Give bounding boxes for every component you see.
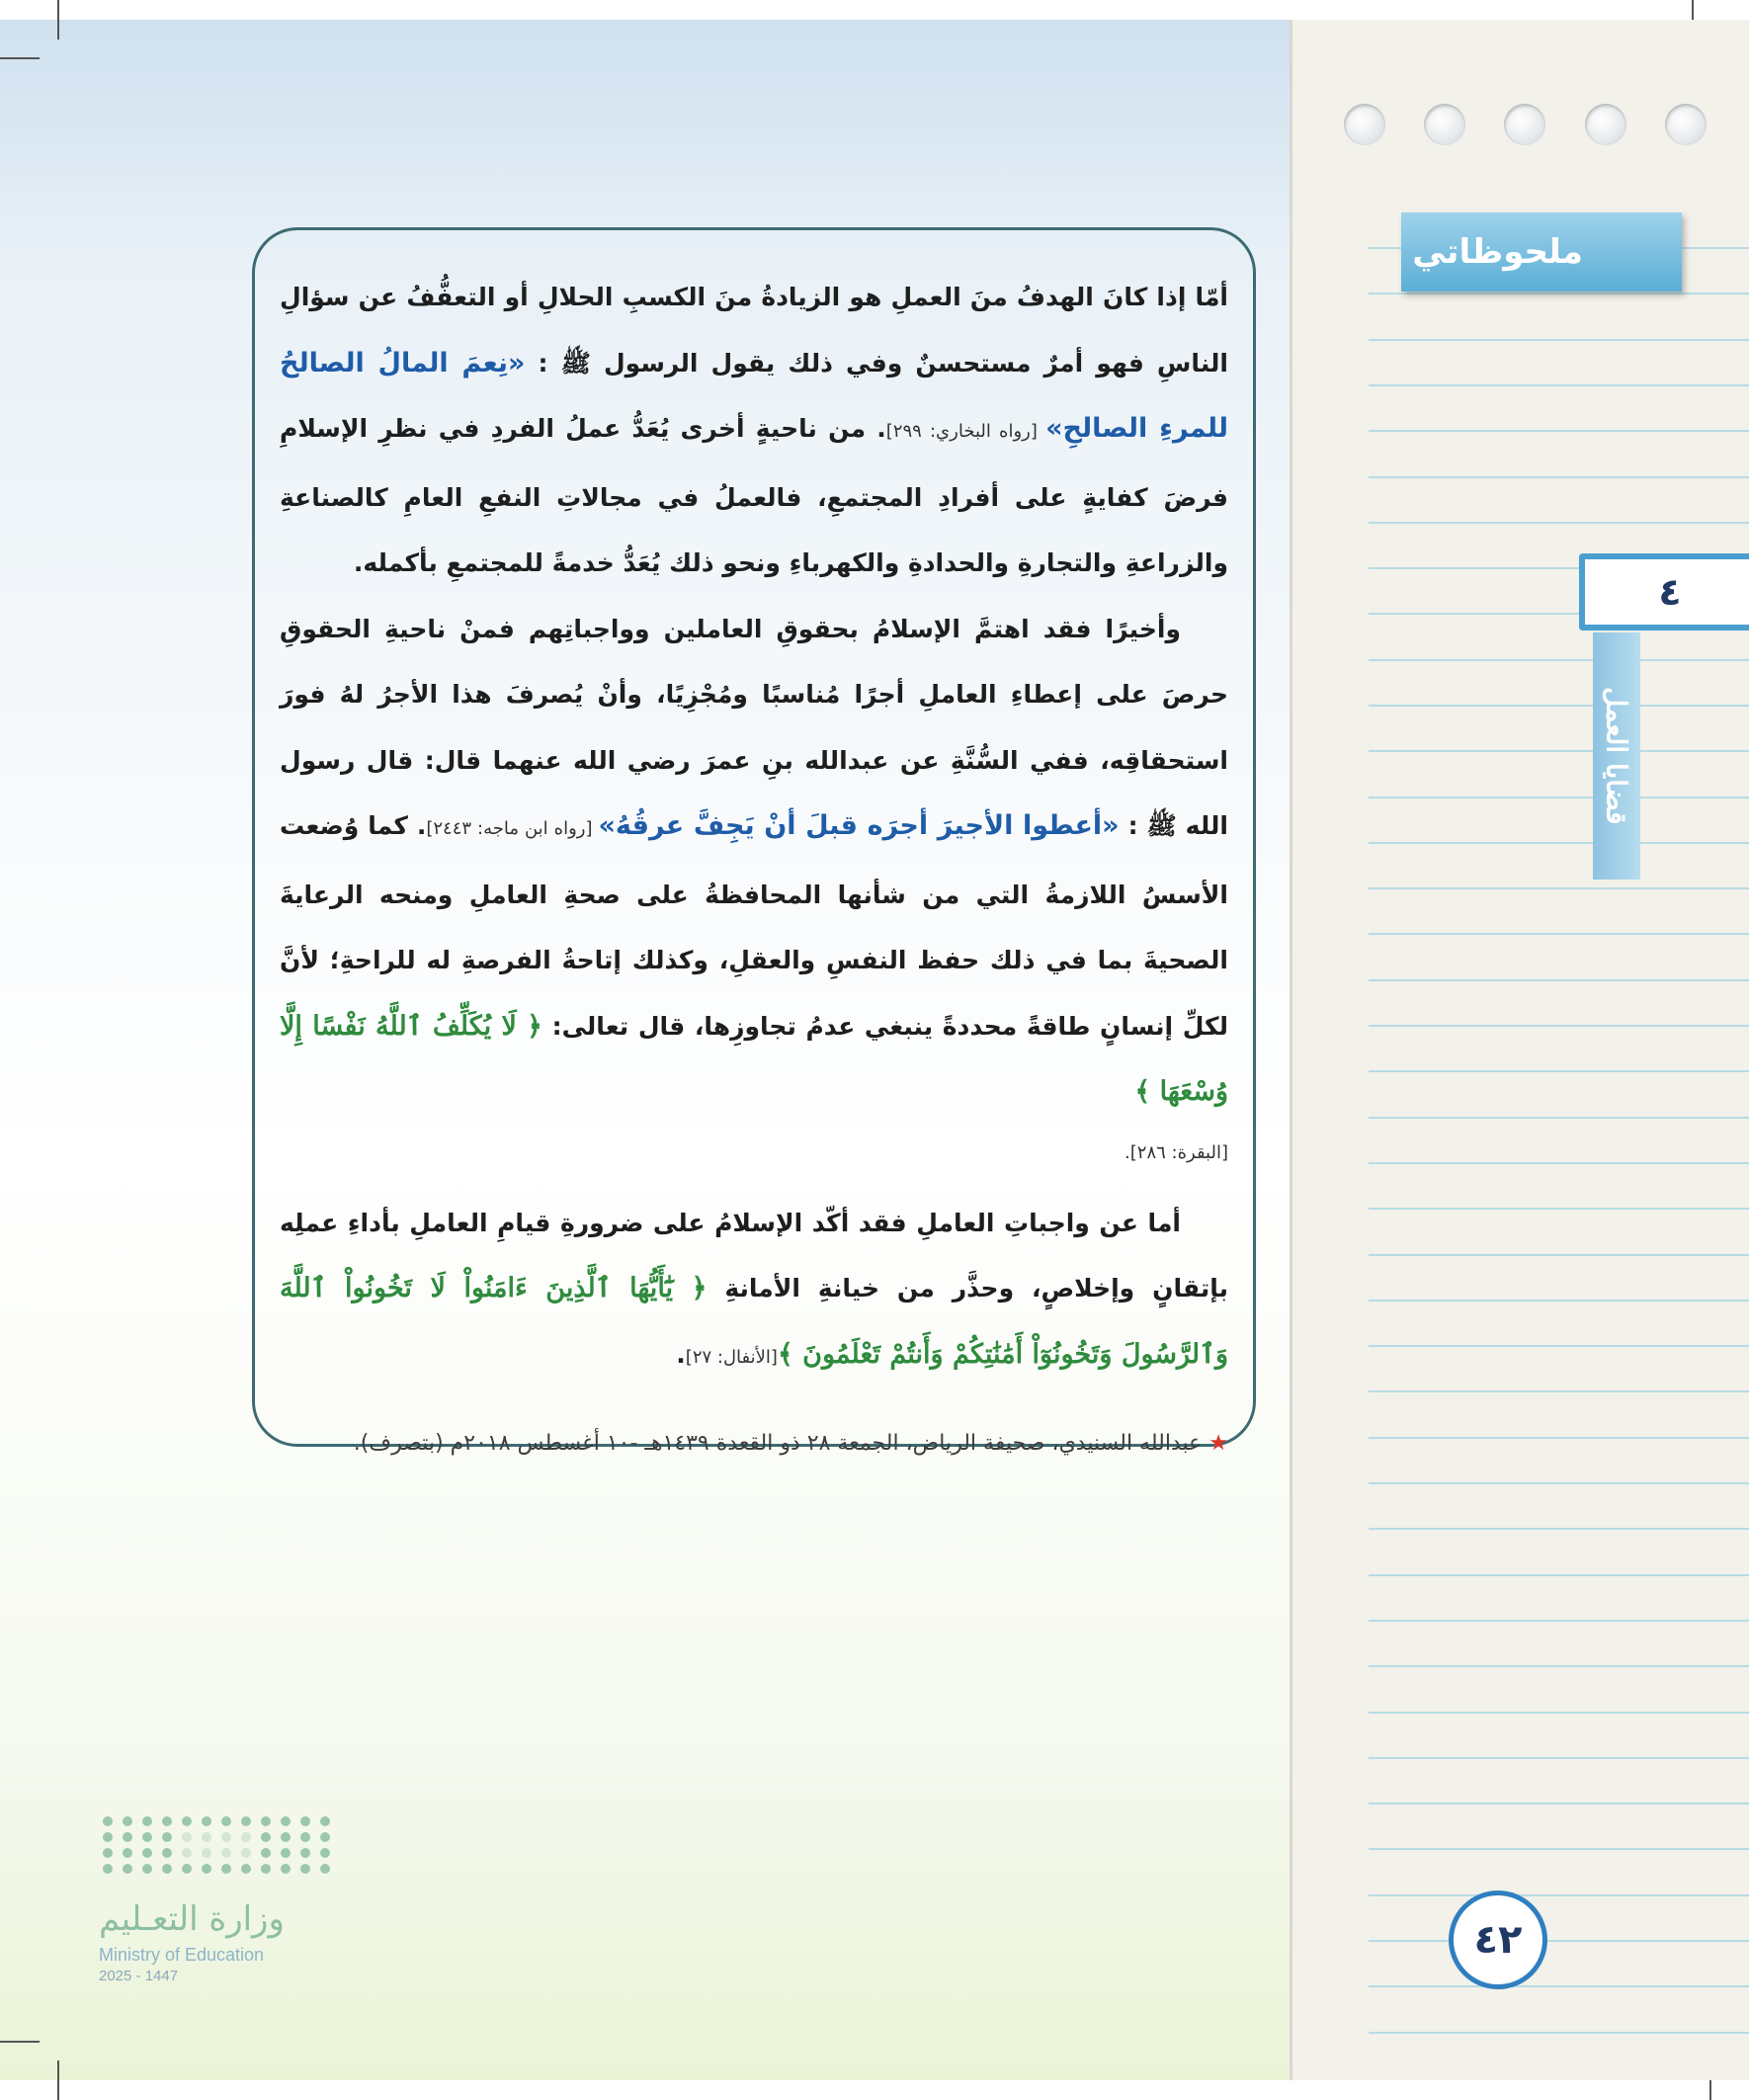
note-line (1369, 1665, 1749, 1667)
logo-dot (182, 1832, 192, 1842)
logo-dot (103, 1848, 113, 1858)
note-line (1369, 705, 1749, 707)
page-number-text: ٤٢ (1473, 1917, 1523, 1963)
note-line (1369, 1070, 1749, 1072)
logo-dot (221, 1864, 231, 1874)
crop-mark (57, 0, 59, 40)
logo-dot (162, 1864, 172, 1874)
logo-dot (162, 1832, 172, 1842)
logo-name-ar: وزارة التعـليم (99, 1899, 285, 1939)
logo-dot (320, 1816, 330, 1826)
crop-mark (57, 2060, 59, 2100)
note-line (1369, 1528, 1749, 1530)
note-line (1369, 1208, 1749, 1210)
paragraph-1 (280, 265, 1228, 597)
paragraph-text: وأخيرًا فقد اهتمَّ الإسلامُ بحقوقِ العاملين وواجباتِهم فمنْ ناحيةِ الحقوقِ حرصَ على إعطاءِ العاملِ أجرًا مُناسبًا ومُجْزِيًا، وأنْ يُصرفَ هذا الأجرُ لهُ فورَ استحقاقِه، ففي السُّنَّةِ عن عبدالله بنِ عمرَ رضي الله عنهما قال: قال رسول الله ﷺ : (280, 614, 1228, 840)
logo-dot (320, 1864, 330, 1874)
logo-dot (241, 1864, 251, 1874)
logo-dot (103, 1816, 113, 1826)
note-line (1369, 430, 1749, 432)
note-line (1369, 1025, 1749, 1027)
note-line (1369, 659, 1749, 661)
logo-dot (261, 1816, 271, 1826)
article-body (280, 265, 1228, 1464)
logo-dot (241, 1848, 251, 1858)
logo-dot (281, 1864, 291, 1874)
logo-dot (221, 1832, 231, 1842)
logo-dot (142, 1864, 152, 1874)
logo-dot (261, 1832, 271, 1842)
source-reference: [رواه البخاري: ٢٩٩] (885, 421, 1046, 442)
crop-mark (0, 2041, 40, 2043)
logo-dot (221, 1816, 231, 1826)
logo-year: 2025 - 1447 (99, 1968, 179, 1984)
binder-hole (1344, 104, 1385, 145)
source-reference: [رواه ابن ماجه: ٢٤٤٣] (426, 818, 599, 839)
logo-dot (281, 1848, 291, 1858)
note-line (1369, 1117, 1749, 1119)
logo-dot (241, 1832, 251, 1842)
note-line (1369, 979, 1749, 981)
star-icon: ★ (1208, 1431, 1228, 1456)
note-line (1369, 1390, 1749, 1392)
logo-dot (123, 1832, 132, 1842)
logo-dot (320, 1832, 330, 1842)
note-line (1369, 1437, 1749, 1439)
chapter-title: قضايا العمل (1600, 687, 1633, 825)
logo-dot (182, 1864, 192, 1874)
logo-dots (103, 1816, 336, 1874)
paragraph-2 (280, 597, 1228, 1126)
logo-name-en: Ministry of Education (99, 1945, 265, 1965)
logo-dot (261, 1864, 271, 1874)
notes-title: ملحوظاتي (1412, 232, 1583, 272)
footnote-text: عبدالله السنيدي، صحيفة الرياض، الجمعة ٢٨ ذو القعدة ١٤٣٩هـ -١٠ أغسطس ٢٠١٨م (بتصرف). (353, 1431, 1203, 1456)
note-line (1369, 797, 1749, 798)
note-line (1369, 1803, 1749, 1805)
note-line (1369, 1940, 1749, 1942)
logo-dot (162, 1816, 172, 1826)
logo-dot (300, 1816, 310, 1826)
logo-dot (300, 1848, 310, 1858)
verse-reference: [البقرة: ٢٨٦]. (1124, 1141, 1228, 1163)
logo-dot (300, 1832, 310, 1842)
logo-dot (202, 1832, 211, 1842)
note-line (1369, 339, 1749, 341)
logo-dot (142, 1848, 152, 1858)
note-line (1369, 1848, 1749, 1850)
paragraph-text: . كما وُضعت الأسسُ اللازمةُ التي من شأنها المحافظةُ على صحةِ العاملِ ومنحه الرعايةَ الصحيةَ بما في ذلك حفظ النفسِ والعقلِ، وكذلك إتاحةُ الفرصةِ له للراحةِ؛ لأنَّ لكلِّ إنسانٍ طاقةً محددةً ينبغي عدمُ تجاوزِها، قال تعالى: (280, 811, 1228, 1041)
logo-dot (142, 1816, 152, 1826)
logo-dot (123, 1816, 132, 1826)
logo-dot (202, 1864, 211, 1874)
logo-dot (241, 1816, 251, 1826)
source-reference: [الأنفال: ٢٧] (685, 1346, 778, 1368)
note-line (1369, 1620, 1749, 1622)
chapter-number: ٤ (1658, 570, 1682, 614)
logo-dot (320, 1848, 330, 1858)
logo-dot (300, 1864, 310, 1874)
binder-hole (1504, 104, 1545, 145)
chapter-number-box (1579, 553, 1749, 630)
logo-dot (162, 1848, 172, 1858)
quran-verse: ﴿ يَٰٓأَيُّهَا ٱلَّذِينَ ءَامَنُواْ لَا تَخُونُواْ ٱللَّهَ وَٱلرَّسُولَ وَتَخُونُوٓاْ أَمَٰنَٰتِكُمْ وَأَنتُمْ تَعْلَمُونَ ﴾ (280, 1273, 1228, 1370)
quran-verse: ﴿ لَا يُكَلِّفُ ٱللَّهُ نَفْسًا إِلَّا وُسْعَهَا ﴾ (280, 1010, 1228, 1107)
note-line (1369, 476, 1749, 478)
chapter-title-ribbon (1593, 632, 1640, 880)
hadith-quote: «أعطوا الأجيرَ أجرَه قبلَ أنْ يَجِفَّ عرقُهُ» (598, 810, 1120, 841)
note-line (1369, 1574, 1749, 1576)
logo-dot (123, 1848, 132, 1858)
note-line (1369, 1757, 1749, 1759)
note-line (1369, 1482, 1749, 1484)
logo-dot (123, 1864, 132, 1874)
paragraph-text: . (676, 1339, 686, 1369)
paragraph-text: أمّا إذا كانَ الهدفُ منَ العملِ هو الزيادةُ منَ الكسبِ الحلالِ أو التعفُّفُ عن سؤالِ الناسِ فهو أمرٌ مستحسنٌ وفي ذلك يقول الرسول ﷺ : (280, 283, 1228, 378)
logo-dot (221, 1848, 231, 1858)
paragraph-text: . من ناحيةٍ أخرى يُعَدُّ عملُ الفردِ في نظرِ الإسلامِ فرضَ كفايةٍ على أفرادِ المجتمعِ، فالعملُ في مجالاتِ النفعِ العامِ كالصناعةِ والزراعةِ والتجارةِ والحدادةِ والكهرباءِ ونحو ذلك يُعَدُّ خدمةً للمجتمعِ بأكمله. (280, 414, 1228, 577)
note-line (1369, 842, 1749, 844)
binder-hole (1665, 104, 1707, 145)
notes-title-tab (1401, 212, 1682, 292)
note-line (1369, 384, 1749, 386)
note-line (1369, 2032, 1749, 2034)
crop-mark (0, 57, 40, 59)
note-line (1369, 1712, 1749, 1714)
hadith-quote: «نِعمَ المالُ الصالحُ للمرءِ الصالحِ» (280, 347, 1229, 444)
logo-dot (142, 1832, 152, 1842)
note-line (1369, 750, 1749, 752)
paragraph-3 (280, 1191, 1228, 1391)
logo-dot (281, 1832, 291, 1842)
logo-dot (182, 1848, 192, 1858)
footnote (280, 1424, 1228, 1464)
logo-dot (202, 1816, 211, 1826)
note-line (1369, 522, 1749, 524)
page-number (1449, 1890, 1547, 1989)
note-line (1369, 933, 1749, 935)
logo-dot (103, 1864, 113, 1874)
note-line (1369, 1162, 1749, 1164)
logo-dot (202, 1848, 211, 1858)
logo-dot (103, 1832, 113, 1842)
binder-hole (1585, 104, 1626, 145)
binder-hole (1424, 104, 1465, 145)
notes-sidebar (1290, 20, 1749, 2080)
note-line (1369, 887, 1749, 889)
note-line (1369, 1254, 1749, 1256)
note-line (1369, 293, 1749, 294)
paragraph-text: أما عن واجباتِ العاملِ فقد أكّد الإسلامُ على ضرورةِ قيامِ العاملِ بأداءِ عملِه بإتقانٍ وإخلاصٍ، وحذَّر من خيانةِ الأمانةِ (280, 1208, 1228, 1302)
note-line (1369, 1345, 1749, 1347)
note-line (1369, 1894, 1749, 1896)
logo-dot (281, 1816, 291, 1826)
logo-dot (261, 1848, 271, 1858)
note-line (1369, 1985, 1749, 1987)
note-line (1369, 1300, 1749, 1302)
logo-dot (182, 1816, 192, 1826)
ministry-logo (99, 1816, 336, 2014)
